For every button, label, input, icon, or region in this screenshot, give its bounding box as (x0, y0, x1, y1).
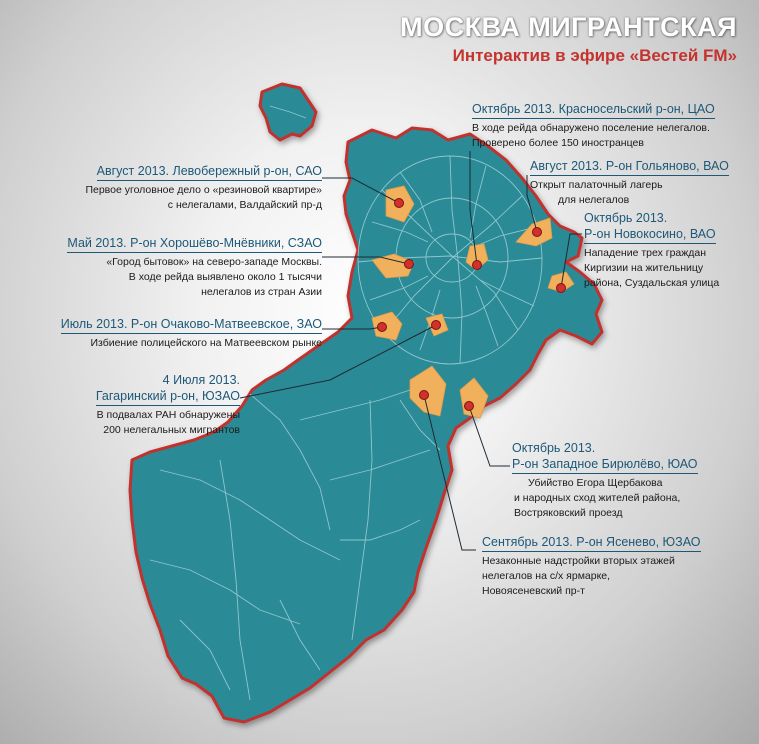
annotation-line: Открыт палаточный лагерь (530, 179, 663, 191)
annotation-krasnoselsky (472, 101, 715, 151)
annotation-golyanovo (530, 158, 729, 208)
pin-levoberezhny (395, 199, 404, 208)
pin-biryulevo (465, 402, 474, 411)
annotation-heading: Август 2013. Левобережный р-он, САО (97, 163, 322, 181)
annotation-line: района, Суздальская улица (584, 277, 720, 289)
annotation-heading: Гагаринский р-он, ЮЗАО (96, 388, 240, 406)
annotation-khoroshevo (67, 235, 322, 300)
annotation-line: Киргизии на жительницу (584, 262, 704, 274)
annotation-heading: Май 2013. Р-он Хорошёво-Мнёвники, СЗАО (67, 235, 322, 253)
pin-gagarinsky (432, 321, 441, 330)
pin-krasnoselsky (473, 261, 482, 270)
annotation-heading: Р-он Новокосино, ВАО (584, 226, 716, 244)
annotation-ochakovo (61, 316, 322, 351)
annotation-heading: 4 Июля 2013. (162, 373, 240, 387)
annotation-line: Убийство Егора Щербакова (528, 477, 663, 489)
annotation-yasenevo (482, 534, 701, 599)
pin-yasenevo (420, 391, 429, 400)
annotation-line: Избиение полицейского на Матвеевском рынке (90, 337, 322, 349)
annotation-line: В ходе рейда обнаружено поселение нелегалов. (472, 122, 710, 134)
annotation-heading: Октябрь 2013. (584, 211, 668, 225)
annotation-line: Первое уголовное дело о «резиновой квартире» (85, 184, 322, 196)
annotation-biryulevo (512, 440, 698, 521)
pin-ochakovo (378, 323, 387, 332)
annotation-line: с нелегалами, Валдайский пр-д (167, 199, 322, 211)
annotation-line: 200 нелегальных мигрантов (103, 424, 240, 436)
annotation-line: В ходе рейда выявлено около 1 тысячи (128, 271, 322, 283)
annotation-heading: Сентябрь 2013. Р-он Ясенево, ЮЗАО (482, 534, 701, 552)
page-title: МОСКВА МИГРАНТСКАЯ (400, 12, 737, 42)
annotation-gagarinsky (96, 372, 240, 438)
pin-novokosino (557, 284, 566, 293)
annotation-novokosino (584, 210, 719, 291)
annotation-line: Проверено более 150 иностранцев (472, 137, 644, 149)
annotation-line: и народных сход жителей района, (514, 492, 681, 504)
annotation-line: «Город бытовок» на северо-западе Москвы. (106, 256, 322, 268)
pin-golyanovo (533, 228, 542, 237)
annotation-heading: Октябрь 2013. (512, 441, 596, 455)
annotation-heading: Октябрь 2013. Красносельский р-он, ЦАО (472, 101, 715, 119)
annotation-line: Незаконные надстройки вторых этажей (482, 555, 675, 567)
annotation-line: В подвалах РАН обнаружены (96, 409, 240, 421)
zelenograd-area (260, 84, 316, 140)
annotation-line: для нелегалов (558, 194, 630, 206)
annotation-line: Нападение трех граждан (584, 247, 707, 259)
annotation-line: Новоясеневский пр-т (482, 585, 585, 597)
annotation-heading: Р-он Западное Бирюлёво, ЮАО (512, 456, 698, 474)
annotation-line: нелегалов из стран Азии (201, 286, 322, 298)
annotation-line: нелегалов на с/х ярмарке, (482, 570, 611, 582)
annotation-heading: Август 2013. Р-он Гольяново, ВАО (530, 158, 729, 176)
pin-khoroshevo (405, 260, 414, 269)
annotation-line: Востряковский проезд (514, 507, 623, 519)
page-subtitle: Интерактив в эфире «Вестей FM» (452, 46, 737, 65)
annotation-levoberezhny (85, 163, 322, 213)
annotation-heading: Июль 2013. Р-он Очаково-Матвеевское, ЗАО (61, 316, 322, 334)
